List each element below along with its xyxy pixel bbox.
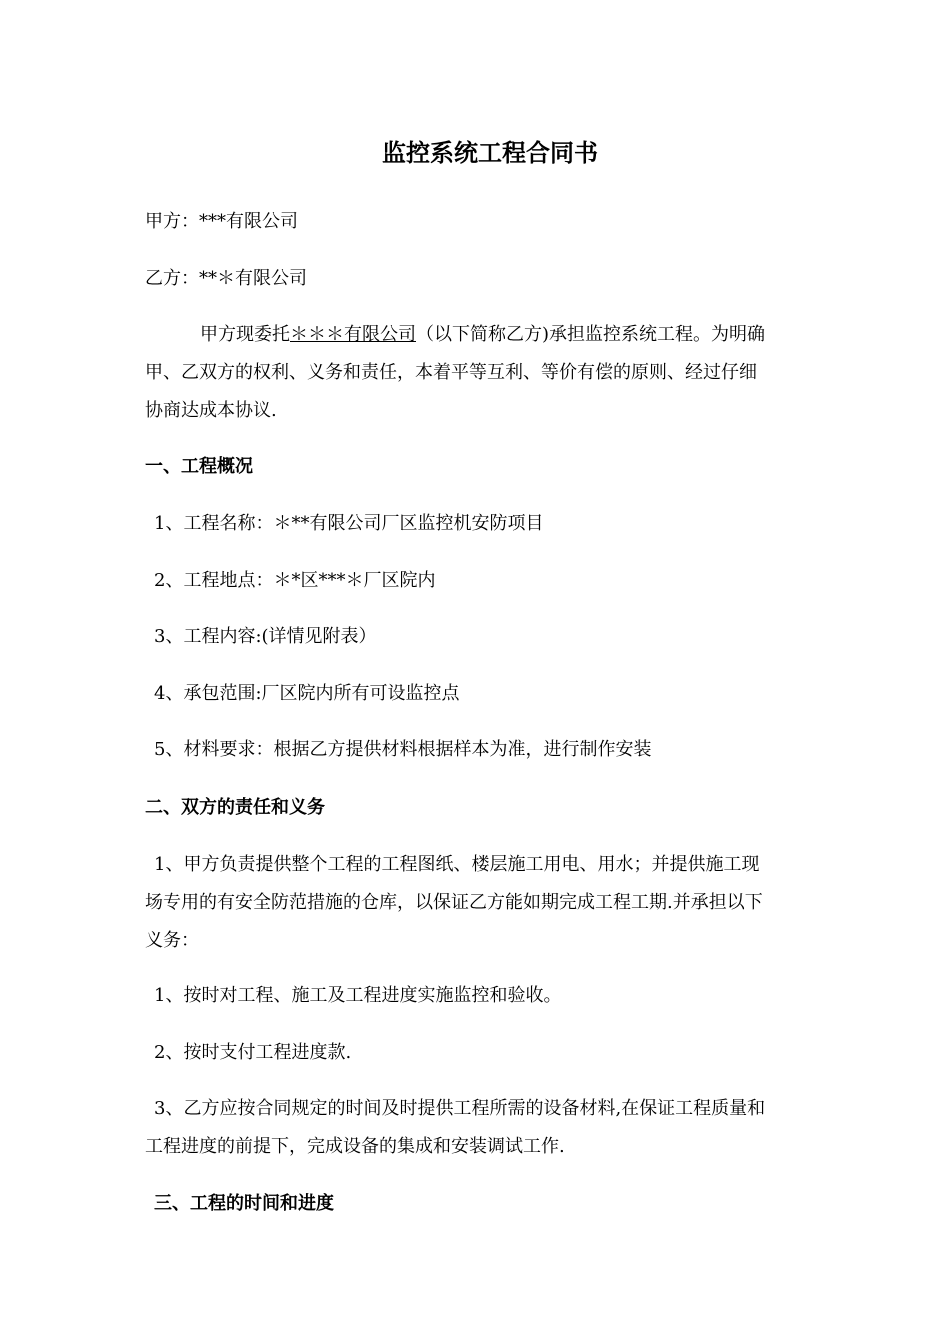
section-2-item-2: 2、按时支付工程进度款.	[154, 1042, 352, 1063]
section-2-p3-line-1: 3、乙方应按合同规定的时间及时提供工程所需的设备材料,在保证工程质量和	[154, 1098, 766, 1119]
party-b: 乙方：**＊有限公司	[145, 268, 307, 289]
section-1-item-5: 5、材料要求：根据乙方提供材料根据样本为准，进行制作安装	[154, 739, 652, 760]
party-a: 甲方：***有限公司	[145, 211, 298, 232]
section-2-p1-line-3: 义务：	[145, 930, 199, 951]
section-1-item-4: 4、承包范围:厂区院内所有可设监控点	[154, 683, 460, 704]
intro-line-2: 甲、乙双方的权利、义务和责任，本着平等互利、等价有偿的原则、经过仔细	[145, 362, 757, 383]
intro-suffix: （以下简称乙方)承担监控系统工程。为明确	[416, 324, 766, 345]
section-1-heading: 一、工程概况	[145, 456, 253, 477]
section-1-item-2: 2、工程地点：＊*区***＊厂区院内	[154, 570, 436, 591]
contractor-company: ＊＊＊有限公司	[290, 324, 416, 345]
section-2-heading: 二、双方的责任和义务	[145, 797, 325, 818]
intro-paragraph	[145, 316, 810, 430]
section-2-paragraph-1	[145, 846, 810, 960]
page-title: 监控系统工程合同书	[382, 138, 598, 167]
intro-line-3: 协商达成本协议.	[145, 400, 277, 421]
section-1-item-1: 1、工程名称：＊**有限公司厂区监控机安防项目	[154, 513, 544, 534]
intro-line-1	[145, 316, 810, 354]
section-2-p1-line-2: 场专用的有安全防范措施的仓库，以保证乙方能如期完成工程工期.并承担以下	[145, 892, 763, 913]
section-2-p3-line-2: 工程进度的前提下，完成设备的集成和安装调试工作.	[145, 1136, 565, 1157]
section-2-item-1: 1、按时对工程、施工及工程进度实施监控和验收。	[154, 985, 562, 1006]
section-2-paragraph-3	[145, 1090, 810, 1166]
section-1-item-3: 3、工程内容:(详情见附表）	[154, 626, 377, 647]
section-3-heading: 三、工程的时间和进度	[154, 1193, 334, 1214]
section-2-p1-line-1: 1、甲方负责提供整个工程的工程图纸、楼层施工用电、用水；并提供施工现	[154, 854, 760, 875]
intro-prefix: 甲方现委托	[200, 324, 290, 345]
